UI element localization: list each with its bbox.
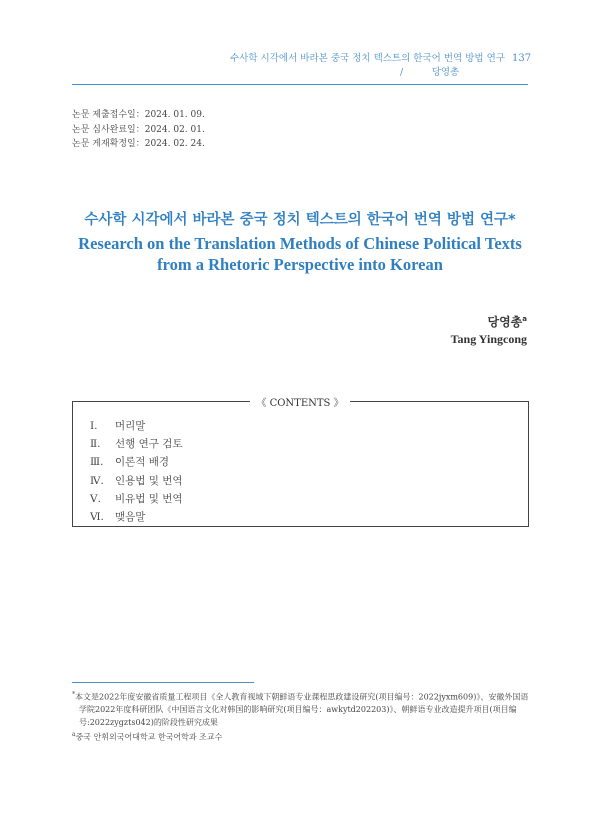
toc-number: Ⅴ. <box>90 492 101 505</box>
author-korean <box>487 313 527 330</box>
footnote-mark: * <box>72 691 75 698</box>
toc-number: Ⅱ. <box>90 438 101 451</box>
toc-label: 머리말 <box>115 420 146 432</box>
toc-label: 이론적 배경 <box>115 456 170 469</box>
contents-heading <box>0 394 600 409</box>
toc-label: 맺음말 <box>115 511 146 524</box>
paper-title-english-line2: from a Rhetoric Perspective into Korean <box>157 255 443 274</box>
toc-item <box>90 435 183 453</box>
date-reviewed: 논문 심사완료일：2024. 02. 01. <box>72 124 205 135</box>
toc-item <box>90 490 183 508</box>
toc-label: 인용법 및 번역 <box>115 474 183 487</box>
paper-title-korean: 수사학 시각에서 바라본 중국 정치 텍스트의 한국어 번역 방법 연구* <box>84 212 516 228</box>
table-of-contents <box>90 417 183 526</box>
toc-item <box>90 453 183 471</box>
toc-number: Ⅵ. <box>90 511 104 524</box>
date-submitted: 논문 제출접수일：2024. 01. 09. <box>72 110 205 120</box>
date-accepted: 논문 게재확정일：2024. 02. 24. <box>72 139 205 149</box>
author-korean-name: 당영총 <box>487 315 523 329</box>
toc-number: Ⅰ. <box>90 420 98 432</box>
toc-item <box>90 417 183 435</box>
paper-title-english <box>0 233 600 275</box>
footnote-mark: a <box>72 731 76 739</box>
footnote-affiliation <box>72 729 530 744</box>
toc-label: 비유법 및 번역 <box>115 492 183 505</box>
running-header-author: / 당영총 <box>400 67 460 78</box>
toc-label: 선행 연구 검토 <box>115 438 183 451</box>
header-rule <box>72 84 528 85</box>
footnotes <box>72 689 530 745</box>
footnote-text: 중국 안휘외국어대학교 한국어학과 조교수 <box>75 733 223 743</box>
toc-item <box>90 472 183 490</box>
toc-number: Ⅲ. <box>90 456 104 469</box>
contents-heading-text: 《 CONTENTS 》 <box>250 398 349 409</box>
toc-item <box>90 508 183 526</box>
running-header-title: 수사학 시각에서 바라본 중국 정치 텍스트의 한국어 번역 방법 연구 <box>230 53 505 64</box>
paper-title-english-line1: Research on the Translation Methods of Chinese Political Texts <box>78 234 522 253</box>
footnote-rule <box>72 682 254 683</box>
footnote-funding <box>72 689 530 729</box>
submission-dates <box>72 108 205 152</box>
author-affiliation-mark: a <box>522 315 527 323</box>
page-number: 137 <box>512 53 532 64</box>
author-english: Tang Yingcong <box>450 332 527 346</box>
toc-number: Ⅳ. <box>90 474 104 487</box>
footnote-text: 本文是2022年度安徽省质量工程项目《全人教育视域下朝鲜语专业课程思政建设研究(项目编号：2022jyxm609)》、安徽外国语学院2022年度科研团队《中国语言文化对韩国的影响研究(项目编号：awkytd202203)》、朝鲜语专业改造提升项目(项目编号:2022zygzts042)的阶段性研究成果 <box>75 692 529 727</box>
